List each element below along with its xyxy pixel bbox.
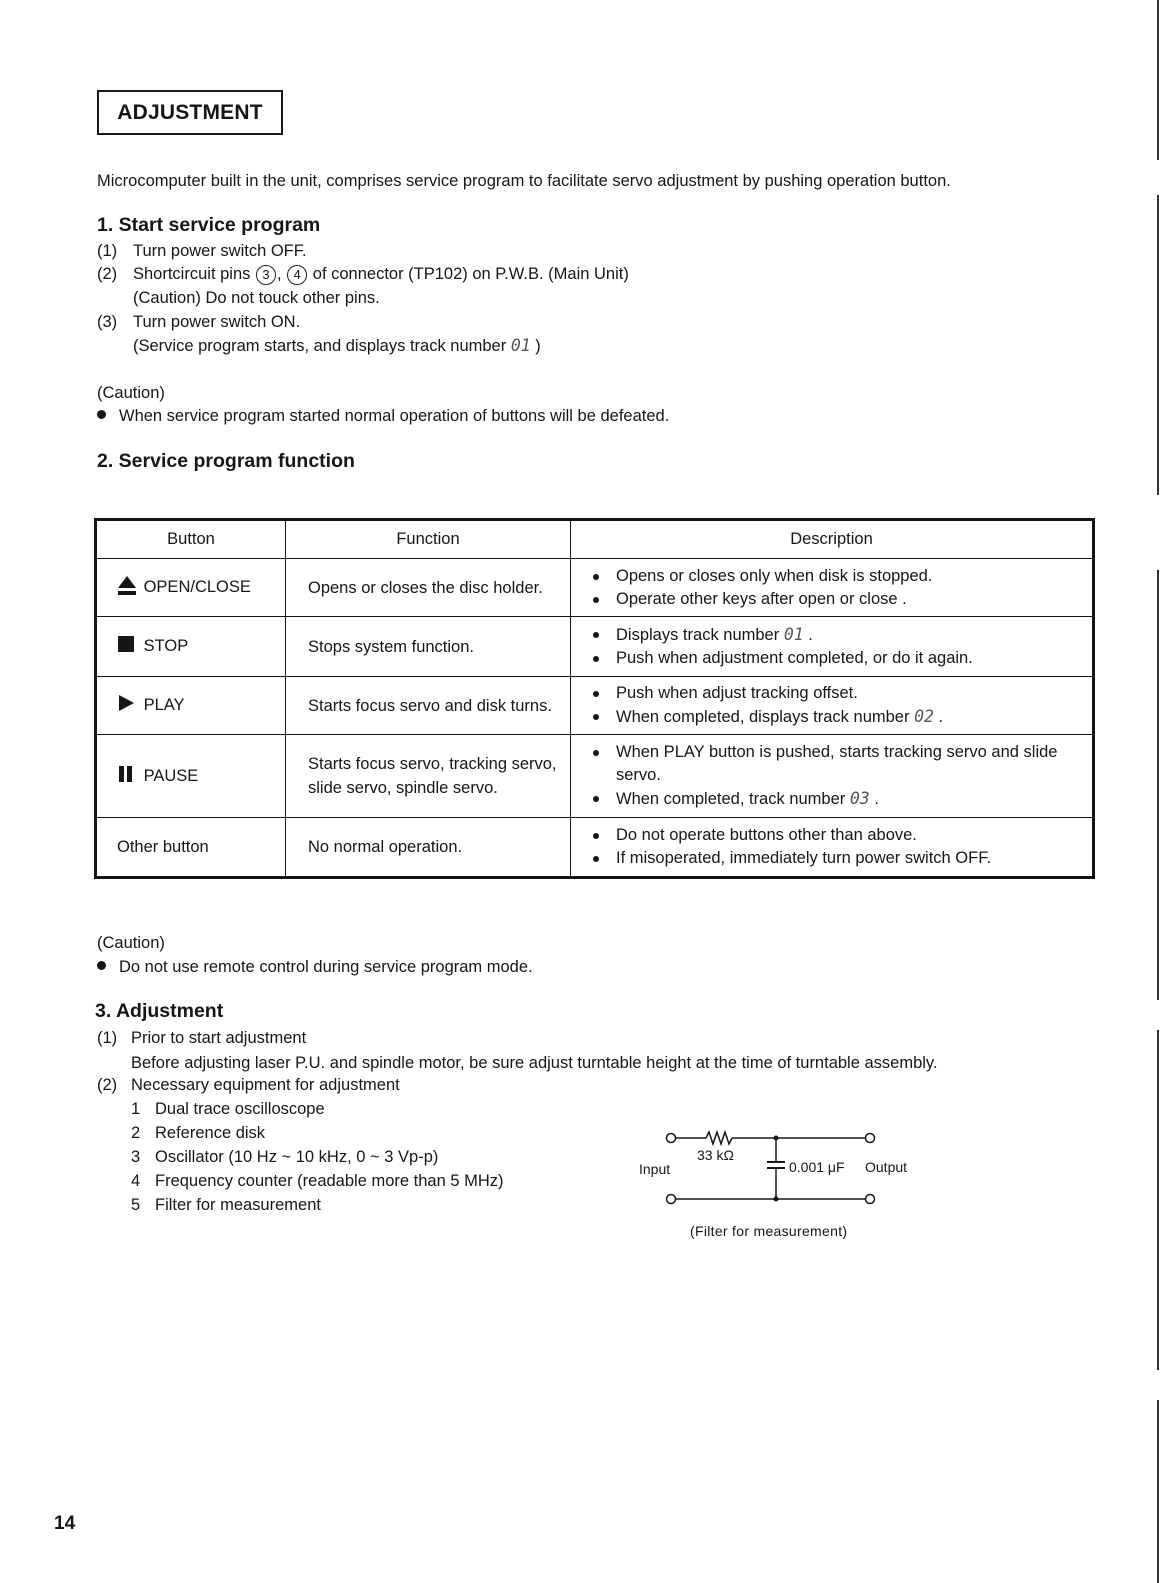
table-row (96, 617, 1094, 677)
step-2: (2) Shortcircuit pins 3 , 4 of connector (TP102) on P.W.B. (Main Unit) (97, 265, 629, 283)
function-cell: Opens or closes the disc holder. (286, 559, 571, 617)
filter-circuit-diagram (630, 1120, 930, 1220)
caution-item: When service program started normal operation of buttons will be defeated. (97, 404, 669, 428)
section1-heading: 1. Start service program (97, 214, 321, 236)
list-item: Do not operate buttons other than above. (593, 824, 1092, 847)
scan-edge-line (1157, 195, 1159, 495)
pin-3-circled: 3 (256, 265, 276, 285)
capacitor-label: 0.001 μF (789, 1159, 845, 1175)
track-display-02: 02 (914, 707, 934, 726)
pause-icon (117, 764, 139, 789)
bullet-icon (97, 961, 106, 970)
diagram-caption: (Filter for measurement) (690, 1223, 848, 1239)
description-cell (571, 677, 1094, 735)
table-row (96, 677, 1094, 735)
equipment-item: 4 Frequency counter (readable more than 5 MHz) (131, 1172, 504, 1190)
function-cell: Stops system function. (286, 617, 571, 677)
resistor-label: 33 kΩ (697, 1147, 734, 1163)
column-header-function: Function (286, 520, 571, 559)
button-cell: STOP (96, 617, 286, 677)
input-label: Input (639, 1161, 671, 1177)
caution-label: (Caution) (97, 934, 165, 952)
list-item: When completed, displays track number 02 . (593, 705, 1092, 729)
scan-edge-line (1157, 1030, 1159, 1370)
list-item: When PLAY button is pushed, starts tracking servo and slide servo. (593, 741, 1092, 787)
list-item: If misoperated, immediately turn power switch OFF. (593, 847, 1092, 870)
list-item: Push when adjustment completed, or do it again. (593, 647, 1092, 670)
function-cell: Starts focus servo and disk turns. (286, 677, 571, 735)
adjust-item-1: (1) Prior to start adjustment (97, 1029, 307, 1047)
scan-edge-line (1157, 0, 1159, 160)
step-1: (1) Turn power switch OFF. (97, 242, 307, 260)
page-number: 14 (54, 1513, 76, 1534)
adjust-item-2: (2) Necessary equipment for adjustment (97, 1076, 400, 1094)
caution-label: (Caution) (97, 384, 165, 402)
output-label: Output (865, 1159, 908, 1175)
step-2-caution: (Caution) Do not touck other pins. (133, 289, 380, 307)
function-cell: Starts focus servo, tracking servo, slide servo, spindle servo. (286, 735, 571, 818)
column-header-description: Description (571, 520, 1094, 559)
step-3: (3) Turn power switch ON. (97, 313, 301, 331)
button-cell: Other button (96, 818, 286, 878)
equipment-item: 1 Dual trace oscilloscope (131, 1100, 325, 1118)
button-cell: PAUSE (96, 735, 286, 818)
function-cell: No normal operation. (286, 818, 571, 878)
caution-item: Do not use remote control during service program mode. (97, 955, 533, 979)
section-title-box (97, 90, 283, 135)
list-item: When completed, track number 03 . (593, 787, 1092, 811)
description-cell (571, 818, 1094, 878)
play-icon (117, 693, 139, 718)
section2-heading: 2. Service program function (97, 450, 355, 472)
list-item: Opens or closes only when disk is stopped. (593, 565, 1092, 588)
button-cell: OPEN/CLOSE (96, 559, 286, 617)
equipment-item: 3 Oscillator (10 Hz ~ 10 kHz, 0 ~ 3 Vp-p) (131, 1148, 439, 1166)
description-cell (571, 735, 1094, 818)
step-3-note: (Service program starts, and displays track number 01 ) (133, 336, 541, 355)
button-cell: PLAY (96, 677, 286, 735)
service-function-table (94, 518, 1095, 879)
description-cell (571, 559, 1094, 617)
pin-4-circled: 4 (287, 265, 307, 285)
list-item: Operate other keys after open or close . (593, 588, 1092, 611)
table-row (96, 559, 1094, 617)
track-display-01: 01 (510, 336, 531, 355)
intro-paragraph: Microcomputer built in the unit, comprises service program to facilitate servo adjustment by pushing operation button. (97, 172, 951, 190)
track-display-03: 03 (849, 789, 870, 808)
eject-icon (117, 574, 139, 601)
scan-edge-line (1157, 570, 1159, 1000)
table-header-row (96, 520, 1094, 559)
adjust-item-1-text: Before adjusting laser P.U. and spindle motor, be sure adjust turntable height at the time of turntable assembly. (131, 1054, 938, 1072)
table-row (96, 818, 1094, 878)
list-item: Push when adjust tracking offset. (593, 682, 1092, 705)
bullet-icon (97, 410, 106, 419)
equipment-item: 2 Reference disk (131, 1124, 266, 1142)
list-item: Displays track number 01 . (593, 623, 1092, 647)
section3-heading: 3. Adjustment (95, 1000, 224, 1022)
scan-edge-line (1157, 1400, 1159, 1583)
description-cell (571, 617, 1094, 677)
page-title: ADJUSTMENT (117, 100, 263, 124)
column-header-button: Button (96, 520, 286, 559)
stop-icon (117, 634, 139, 659)
table-row (96, 735, 1094, 818)
equipment-item: 5 Filter for measurement (131, 1196, 321, 1214)
track-display-01: 01 (783, 625, 804, 644)
